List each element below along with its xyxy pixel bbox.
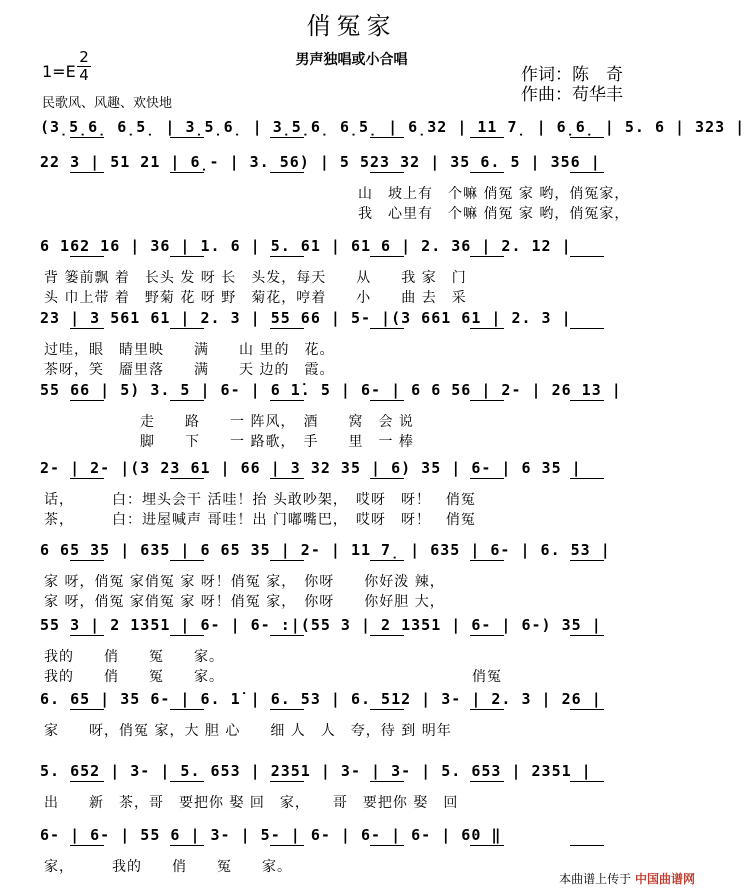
notation-line: 55 3 | 2 1351 | 6- | 6- :|(55 3 | 2 1351 | 6- | 6-) 35 |: [40, 616, 602, 634]
score-system: [40, 118, 745, 138]
beam-line: [570, 172, 604, 173]
beam-line: [270, 172, 304, 173]
beam-line: [270, 560, 304, 561]
beam-line: [570, 635, 604, 636]
beam-line: [470, 328, 504, 329]
beam-line: [170, 256, 204, 257]
beam-line: [170, 328, 204, 329]
lyric-line: 过哇，眼 睛里映 满 山 里的 花。: [44, 342, 335, 358]
beam-line: [470, 845, 504, 846]
beam-line: [370, 709, 404, 710]
beam-line: [70, 256, 104, 257]
notation-line: 6 65 35 | 635 | 6 65 35 | 2- | 11 7̣ | 635 | 6- | 6. 53 |: [40, 541, 611, 559]
notation-line: 22 3 | 51 21 | 6̣- | 3. 56) | 5 523 32 | 35 6. 5 | 356 |: [40, 153, 601, 171]
beam-line: [470, 781, 504, 782]
notation-line: (3̣5̣6̣ 6̣5̣ | 3̣5̣6̣ | 3̣5̣6̣ 6̣5̣ | 6̣32 | 11 7̣ | 6̣6̣ | 5. 6 | 323 |: [40, 118, 745, 136]
beam-line: [370, 328, 404, 329]
beam-line: [270, 781, 304, 782]
beam-line: [270, 328, 304, 329]
lyric-line: 家 呀，俏冤 家俏冤 家 呀！俏冤 家， 你呀 你好胆 大，: [44, 594, 445, 610]
notation-line: 2- | 2- |(3 23 61 | 66 | 3 32 35 | 6) 35 | 6- | 6 35 |: [40, 459, 582, 477]
beam-line: [70, 560, 104, 561]
beam-line: [270, 709, 304, 710]
beam-line: [470, 560, 504, 561]
score-system: [40, 762, 662, 811]
beam-line: [370, 845, 404, 846]
performance-style: 民歌风、风趣、欢快地: [42, 96, 173, 111]
score-system: [40, 616, 662, 685]
lyric-line: 头 巾上带 着 野菊 花 呀 野 菊花，哼着 小 曲 去 采: [44, 290, 467, 306]
beam-line: [470, 635, 504, 636]
lyric-line: 山 坡上有 个嘛 俏冤 家 哟，俏冤家，: [358, 186, 630, 202]
beam-line: [570, 137, 604, 138]
notation-line: 55 66 | 5) 3. 5 | 6- | 6 1̇. 5 | 6- | 6 6 56 | 2- | 26 13 |: [40, 381, 622, 399]
beam-line: [70, 478, 104, 479]
score-system: [40, 309, 662, 378]
notation-line: 6 162 16 | 36 | 1. 6 | 5. 61 | 61 6 | 2. 36 | 2. 12 |: [40, 237, 572, 255]
beam-line: [570, 400, 604, 401]
notation-line: 5. 652 | 3- | 5. 653 | 2351 | 3- | 3- | 5. 653 | 2351 |: [40, 762, 592, 780]
beam-line: [170, 635, 204, 636]
beam-line: [470, 137, 504, 138]
lyric-line: 家 呀，俏冤 家，大 胆 心 细 人 人 夸，待 到 明年: [44, 723, 452, 739]
beam-line: [270, 137, 304, 138]
beam-line: [570, 781, 604, 782]
beam-line: [270, 478, 304, 479]
beam-line: [370, 256, 404, 257]
lyric-line: 我的 俏 冤 家。: [44, 649, 224, 665]
beam-line: [370, 137, 404, 138]
lyricist-credit: 作词：陈 奇: [521, 65, 623, 85]
composer-credit: 作曲：苟华丰: [521, 85, 623, 105]
beam-line: [270, 400, 304, 401]
upload-label: 本曲谱上传于: [559, 872, 632, 886]
beam-line: [70, 709, 104, 710]
beam-line: [570, 256, 604, 257]
lyric-line: 话， 白：埋头会干 活哇！抬 头敢吵架， 哎呀 呀！ 俏冤: [44, 492, 476, 508]
meter-bottom: 4: [77, 66, 91, 84]
beam-line: [570, 328, 604, 329]
lyric-line: 家 呀，俏冤 家俏冤 家 呀！俏冤 家， 你呀 你好泼 辣，: [44, 574, 445, 590]
beam-line: [570, 478, 604, 479]
footer-watermark: [559, 870, 695, 887]
beam-line: [270, 635, 304, 636]
beam-line: [370, 478, 404, 479]
meter-top: 2: [79, 48, 89, 66]
beam-line: [470, 172, 504, 173]
score-system: [40, 459, 662, 528]
lyric-line: 我 心里有 个嘛 俏冤 家 哟，俏冤家，: [358, 206, 630, 222]
time-signature: [77, 49, 91, 84]
beam-line: [370, 560, 404, 561]
beam-line: [370, 781, 404, 782]
lyric-line: 走 路 一 阵风， 酒 窝 会 说: [140, 414, 414, 430]
score-system: [40, 690, 662, 739]
lyric-line: 背 篓前飘 着 长头 发 呀 长 头发，每天 从 我 家 门: [44, 270, 467, 286]
lyric-line: 出 新 茶，哥 要把你 娶 回 家， 哥 要把你 娶 回: [44, 795, 459, 811]
beam-line: [470, 400, 504, 401]
notation-line: 23 | 3 561 61 | 2. 3 | 55 66 | 5- |(3 661 61 | 2. 3 |: [40, 309, 572, 327]
beam-line: [170, 172, 204, 173]
beam-line: [470, 256, 504, 257]
beam-line: [170, 560, 204, 561]
beam-line: [570, 709, 604, 710]
beam-line: [170, 478, 204, 479]
beam-line: [170, 400, 204, 401]
beam-line: [70, 845, 104, 846]
lyric-line: 我的 俏 冤 家。 俏冤: [44, 669, 502, 685]
lyric-line: 家， 我的 俏 冤 家。: [44, 859, 292, 875]
beam-line: [70, 635, 104, 636]
beam-line: [70, 172, 104, 173]
lyric-line: 茶呀，笑 靥里落 满 天 边的 霞。: [44, 362, 335, 378]
key-signature: 1=E: [42, 62, 76, 81]
beam-line: [370, 172, 404, 173]
score-system: [40, 153, 662, 222]
song-subtitle: 男声独唱或小合唱: [295, 52, 408, 68]
score-system: [40, 541, 662, 610]
beam-line: [170, 709, 204, 710]
beam-line: [170, 845, 204, 846]
beam-line: [170, 781, 204, 782]
score-system: [40, 826, 662, 875]
notation-line: 6- | 6- | 55 6 | 3- | 5- | 6- | 6- | 6- | 60 ‖: [40, 826, 502, 844]
beam-line: [570, 560, 604, 561]
song-title: 俏冤家: [306, 12, 397, 40]
beam-line: [70, 137, 104, 138]
beam-line: [170, 137, 204, 138]
beam-line: [70, 400, 104, 401]
beam-line: [70, 328, 104, 329]
lyric-line: 脚 下 一 路歌， 手 里 一 棒: [140, 434, 414, 450]
beam-line: [370, 635, 404, 636]
beam-line: [270, 845, 304, 846]
beam-line: [470, 478, 504, 479]
site-logo: 中国曲谱网: [634, 872, 695, 886]
beam-line: [70, 781, 104, 782]
beam-line: [570, 845, 604, 846]
beam-line: [370, 400, 404, 401]
score-system: [40, 381, 662, 450]
lyric-line: 茶， 白：进屋喊声 哥哇！出 门嘟嘴巴， 哎呀 呀！ 俏冤: [44, 512, 476, 528]
notation-line: 6. 65 | 35 6- | 6. 1̇ | 6. 53 | 6. 512 | 3- | 2. 3 | 26 |: [40, 690, 602, 708]
beam-line: [270, 256, 304, 257]
beam-line: [470, 709, 504, 710]
score-system: [40, 237, 662, 306]
